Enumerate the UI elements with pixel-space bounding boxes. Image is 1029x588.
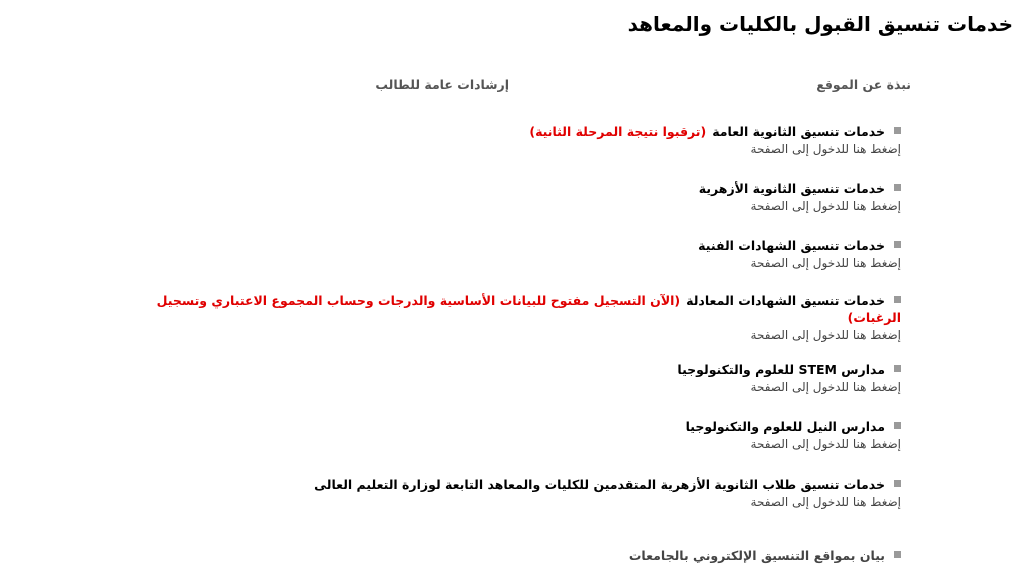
bullet-square-icon [894, 422, 901, 429]
service-title: خدمات تنسيق الثانوية العامة [712, 124, 885, 139]
bullet-square-icon [894, 241, 901, 248]
bullet-square-icon [894, 551, 901, 558]
service-title: مدارس STEM للعلوم والتكنولوجيا [677, 362, 885, 377]
enter-page-link[interactable]: إضغط هنا للدخول إلى الصفحة [750, 199, 901, 213]
enter-page-link[interactable]: إضغط هنا للدخول إلى الصفحة [750, 328, 901, 342]
student-guidance-link[interactable]: إرشادات عامة للطالب [375, 77, 509, 92]
service-item-technical-certificates [698, 237, 901, 270]
service-note: (الآن التسجيل مفتوح للبيانات الأساسية والدرجات وحساب المجموع الاعتباري وتسجيل الرغبات) [156, 293, 901, 325]
enter-page-link[interactable]: إضغط هنا للدخول إلى الصفحة [750, 256, 901, 270]
service-title: خدمات تنسيق الثانوية الأزهرية [698, 181, 885, 196]
service-item-azhar-higher-education [314, 476, 901, 509]
service-item-azhar-secondary [699, 180, 901, 213]
enter-page-link[interactable]: إضغط هنا للدخول إلى الصفحة [750, 380, 901, 394]
about-site-link[interactable]: نبذة عن الموقع [816, 77, 911, 92]
service-item-equivalent-certificates [141, 292, 901, 342]
service-title: مدارس النيل للعلوم والتكنولوجيا [685, 419, 885, 434]
universities-statement-link[interactable]: بيان بمواقع التنسيق الإلكتروني بالجامعات [628, 548, 885, 563]
enter-page-link[interactable]: إضغط هنا للدخول إلى الصفحة [750, 142, 901, 156]
service-item-stem-schools [677, 361, 901, 394]
service-title: خدمات تنسيق الشهادات الفنية [698, 238, 885, 253]
service-note: (ترقبوا نتيجة المرحلة الثانية) [529, 124, 707, 139]
bullet-square-icon [894, 365, 901, 372]
bullet-square-icon [894, 184, 901, 191]
enter-page-link[interactable]: إضغط هنا للدخول إلى الصفحة [750, 495, 901, 509]
bullet-square-icon [894, 127, 901, 134]
service-title: خدمات تنسيق الشهادات المعادلة [686, 293, 885, 308]
bullet-square-icon [894, 296, 901, 303]
page-title: خدمات تنسيق القبول بالكليات والمعاهد [627, 12, 1013, 36]
service-item-nile-schools [686, 418, 901, 451]
service-title: خدمات تنسيق طلاب الثانوية الأزهرية المتقدمين للكليات والمعاهد التابعة لوزارة التعليم العالى [314, 477, 885, 492]
service-item-general-secondary [529, 123, 901, 156]
enter-page-link[interactable]: إضغط هنا للدخول إلى الصفحة [750, 437, 901, 451]
bullet-square-icon [894, 480, 901, 487]
universities-statement-item[interactable] [629, 547, 901, 564]
